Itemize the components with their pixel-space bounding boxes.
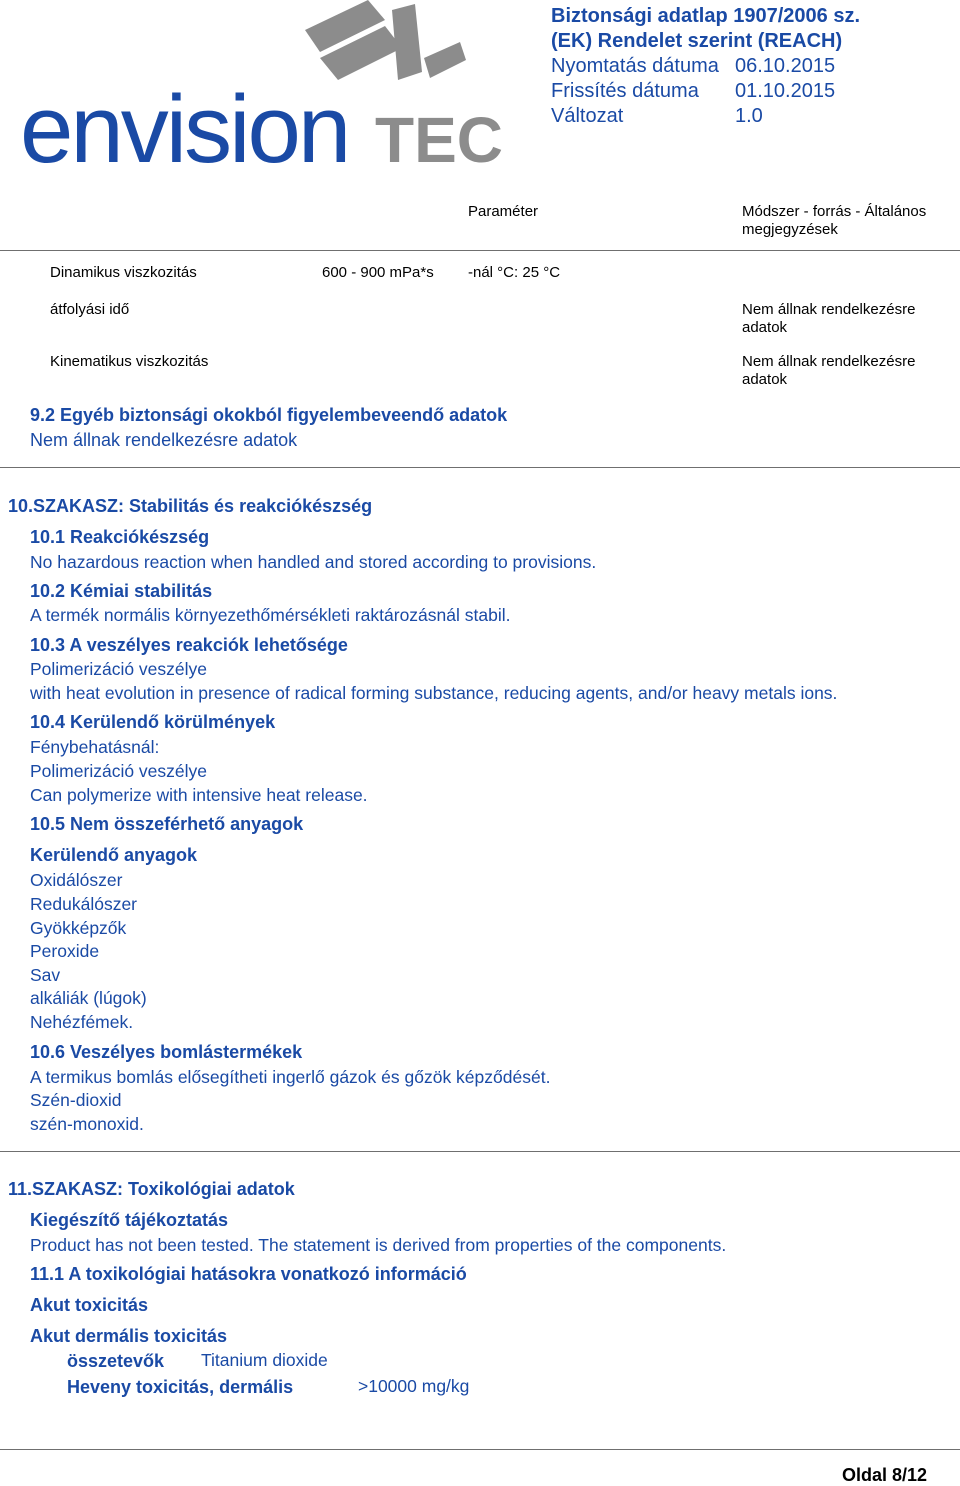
section-10-heading: 10.SZAKASZ: Stabilitás és reakciókészség — [8, 496, 373, 516]
section-10-3-heading: 10.3 A veszélyes reakciók lehetősége — [30, 635, 348, 655]
section-10-6-line2: Szén-dioxid — [30, 1090, 122, 1110]
acute-toxicity-heading: Akut toxicitás — [30, 1295, 149, 1315]
logo-wordmark: envision — [20, 76, 349, 183]
section-10-4-line2: Polimerizáció veszélye — [30, 761, 208, 781]
company-logo — [20, 0, 503, 183]
page-number: Oldal 8/12 — [842, 1465, 928, 1485]
section-11-heading: 11.SZAKASZ: Toxikológiai adatok — [8, 1179, 295, 1199]
section-10-6-line1: A termikus bomlás elősegítheti ingerlő gázok és gőzök képződését. — [30, 1067, 551, 1087]
supplementary-info-heading: Kiegészítő tájékoztatás — [30, 1210, 229, 1230]
property-name: átfolyási idő — [50, 301, 130, 318]
section-9-2-text: Nem állnak rendelkezésre adatok — [30, 430, 298, 450]
list-item: Sav — [30, 965, 61, 985]
list-item: Oxidálószer — [30, 870, 123, 890]
version-value: 1.0 — [735, 105, 763, 127]
property-note-line2: adatok — [742, 371, 788, 388]
section-9-2-heading: 9.2 Egyéb biztonsági okokból figyelembeveendő adatok — [30, 405, 508, 425]
section-10-4-line3: Can polymerize with intensive heat release. — [30, 785, 368, 805]
section-10-6-heading: 10.6 Veszélyes bomlástermékek — [30, 1042, 303, 1062]
document-title-line2: (EK) Rendelet szerint (REACH) — [551, 30, 843, 52]
supplementary-info-text: Product has not been tested. The statement is derived from properties of the components. — [30, 1235, 727, 1255]
table-header-method-line2: megjegyzések — [742, 221, 838, 238]
property-value: 600 - 900 mPa*s — [322, 264, 434, 281]
table-header-method-line1: Módszer - forrás - Általános — [742, 203, 927, 220]
section-10-1-text: No hazardous reaction when handled and stored according to provisions. — [30, 552, 597, 572]
section-10-3-line1: Polimerizáció veszélye — [30, 659, 208, 679]
section-10-2-text: A termék normális környezethőmérsékleti raktározásnál stabil. — [30, 605, 511, 625]
list-item: Nehézfémek. — [30, 1012, 134, 1032]
list-item: Gyökképzők — [30, 918, 127, 938]
document-title — [551, 4, 860, 54]
property-name: Kinematikus viszkozitás — [50, 353, 209, 370]
property-name: Dinamikus viszkozitás — [50, 264, 197, 281]
property-note — [742, 301, 915, 337]
print-date-label: Nyomtatás dátuma — [551, 55, 719, 77]
section-10-4-line1: Fénybehatásnál: — [30, 737, 160, 757]
table-header-divider — [0, 250, 960, 251]
version-row — [551, 104, 763, 129]
logo-emblem-icon — [305, 0, 466, 80]
section-10-5-heading: 10.5 Nem összeférhető anyagok — [30, 814, 304, 834]
section-10-6-line3: szén-monoxid. — [30, 1114, 144, 1134]
footer-divider — [0, 1449, 960, 1450]
property-note-line2: adatok — [742, 319, 788, 336]
component-value: Titanium dioxide — [201, 1350, 328, 1370]
section-10-4-heading: 10.4 Kerülendő körülmények — [30, 712, 276, 732]
property-note-line1: Nem állnak rendelkezésre — [742, 301, 916, 318]
table-header-parameter: Paraméter — [468, 203, 539, 220]
logo-wordmark-tec: TEC — [375, 104, 503, 176]
revision-date-label: Frissítés dátuma — [551, 80, 699, 102]
table-header-method — [742, 203, 926, 239]
version-label: Változat — [551, 105, 624, 127]
section-10-5-subheading: Kerülendő anyagok — [30, 845, 198, 865]
revision-date-value: 01.10.2015 — [735, 80, 836, 102]
section-divider — [0, 1151, 960, 1152]
section-divider — [0, 467, 960, 468]
section-11-1-heading: 11.1 A toxikológiai hatásokra vonatkozó információ — [30, 1264, 467, 1284]
property-parameter: -nál °C: 25 °C — [468, 264, 561, 281]
revision-date-row — [551, 79, 835, 104]
property-note — [742, 353, 915, 389]
list-item: Redukálószer — [30, 894, 137, 914]
section-10-1-heading: 10.1 Reakciókészség — [30, 527, 210, 547]
list-item: alkáliák (lúgok) — [30, 988, 147, 1008]
section-10-2-heading: 10.2 Kémiai stabilitás — [30, 581, 213, 601]
print-date-value: 06.10.2015 — [735, 55, 836, 77]
list-item: Peroxide — [30, 941, 100, 961]
print-date-row — [551, 54, 835, 79]
component-label: összetevők — [67, 1351, 165, 1371]
property-note-line1: Nem állnak rendelkezésre — [742, 353, 916, 370]
section-10-3-line2: with heat evolution in presence of radical forming substance, reducing agents, and/or heavy metals ions. — [30, 683, 838, 703]
dermal-toxicity-value: >10000 mg/kg — [358, 1376, 470, 1396]
document-title-line1: Biztonsági adatlap 1907/2006 sz. — [551, 5, 861, 27]
dermal-toxicity-label: Heveny toxicitás, dermális — [67, 1377, 294, 1397]
acute-dermal-toxicity-heading: Akut dermális toxicitás — [30, 1326, 228, 1346]
